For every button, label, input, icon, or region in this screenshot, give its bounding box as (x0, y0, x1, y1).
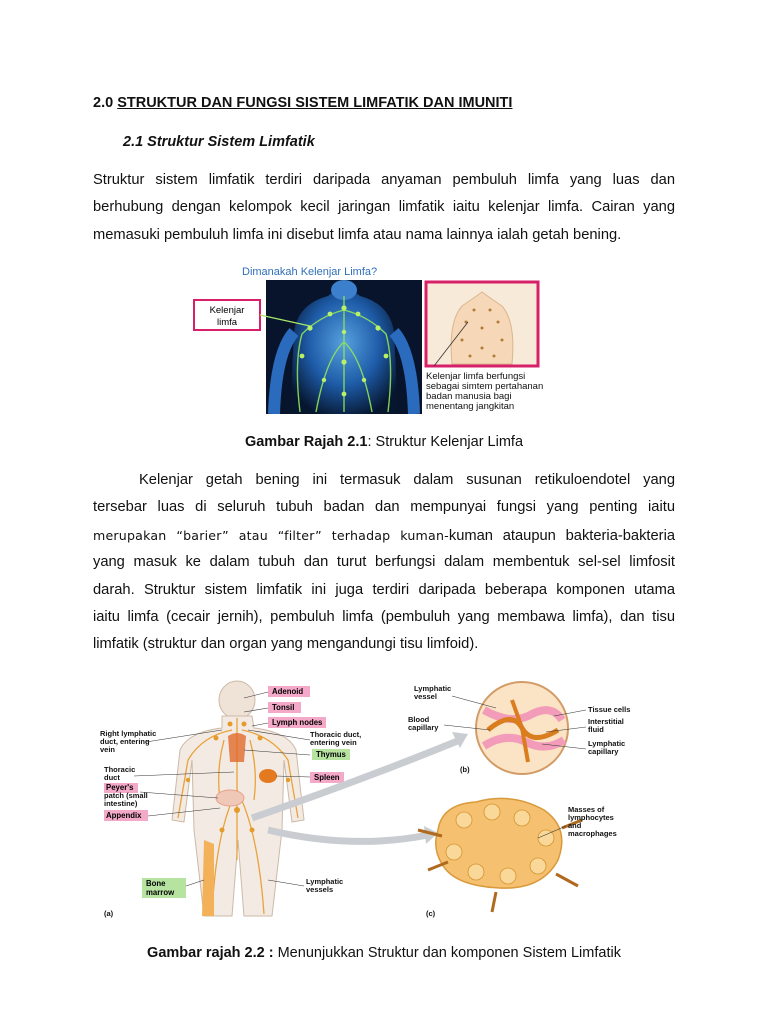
label-right-lymphatic: Right lymphatic (100, 729, 157, 738)
label-right-lymphatic: duct, entering (100, 737, 150, 746)
label-b-blood-capillary: capillary (408, 723, 439, 732)
figure-1-caption (0, 434, 768, 450)
panel-b-label: (b) (460, 765, 470, 774)
label-lymph-nodes: Lymph nodes (272, 718, 323, 727)
caption-text: : Struktur Kelenjar Limfa (367, 434, 524, 450)
figure-lymph-nodes (190, 262, 580, 414)
paragraph-1 (93, 167, 675, 249)
paragraph-line (93, 522, 675, 549)
spleen-organ (259, 769, 277, 783)
label-appendix: Appendix (106, 811, 142, 820)
label-peyers-rest: patch (small (104, 791, 148, 800)
side-note-line: menentang jangkitan (426, 401, 515, 412)
label-right-lymphatic: vein (100, 745, 116, 754)
label-lymphatic-vessels: Lymphatic (306, 877, 344, 886)
label-b-lymphatic-vessel: Lymphatic (414, 684, 452, 693)
figure-1-title: Dimanakah Kelenjar Limfa? (242, 266, 378, 278)
panel-a-label: (a) (104, 909, 114, 918)
section-number: 2.0 (93, 95, 114, 111)
label-c-masses: Masses of (568, 805, 605, 814)
normal-text: kuman ataupun bakteria-bakteria (448, 527, 676, 544)
paragraph-line: tersebar luas di seluruh tubuh badan dan mempunyai fungsi yang penting iaitu (93, 499, 675, 516)
label-peyers-rest: intestine) (104, 799, 138, 808)
paragraph-line: Kelenjar getah bening ini termasuk dalam susunan retikuloendotel yang (139, 472, 675, 488)
label-spleen: Spleen (314, 773, 340, 782)
paragraph-2 (93, 467, 675, 659)
paragraph-line: limfatik (struktur dan organ yang mengandungi tisu limfoid). (93, 636, 479, 653)
figure-lymphatic-system (92, 680, 652, 920)
mono-text: merupakan “barier” atau “filter” terhadap kuman- (93, 527, 449, 543)
label-box-text: limfa (216, 317, 238, 328)
section-heading (93, 95, 512, 111)
label-b-blood-capillary: Blood (408, 715, 430, 724)
label-thoracic: Thoracic (104, 765, 136, 774)
panel-c-label: (c) (426, 909, 436, 918)
label-thoracic-duct: entering vein (310, 738, 357, 747)
subsection-heading: 2.1 Struktur Sistem Limfatik (123, 134, 315, 150)
intestine (216, 790, 244, 806)
label-c-masses: lymphocytes (568, 813, 614, 822)
label-thoracic: duct (104, 773, 120, 782)
label-peyers: Peyer's (106, 783, 134, 792)
paragraph-line: iaitu limfa (cecair jernih), pembuluh limfa (pembuluh yang membawa limfa), dan tisu (93, 608, 675, 625)
label-tonsil: Tonsil (272, 703, 295, 712)
label-b-lymphatic-vessel: vessel (414, 692, 437, 701)
caption-text: Menunjukkan Struktur dan komponen Sistem Limfatik (273, 945, 621, 961)
label-b-lymphatic-capillary: Lymphatic (588, 739, 626, 748)
label-b-interstitial: fluid (588, 725, 604, 734)
label-c-masses: macrophages (568, 829, 617, 838)
paragraph-line: yang masuk ke dalam tubuh dan turut berfungsi dalam membentuk sel-sel limfosit (93, 554, 675, 571)
label-b-lymphatic-capillary: capillary (588, 747, 619, 756)
section-title: STRUKTUR DAN FUNGSI SISTEM LIMFATIK DAN IMUNITI (117, 95, 513, 111)
label-b-interstitial: Interstitial (588, 717, 624, 726)
label-c-masses: and (568, 821, 582, 830)
side-note-line: badan manusia bagi (426, 391, 512, 402)
paragraph-line: Struktur sistem limfatik terdiri daripada anyaman pembuluh limfa yang luas dan (93, 172, 675, 188)
label-bone: Bone (146, 879, 166, 888)
side-note-line: sebagai simtem pertahanan (426, 381, 544, 392)
label-lymphatic-vessels: vessels (306, 885, 334, 894)
caption-label: Gambar Rajah 2.1 (244, 434, 368, 450)
thymus-organ (228, 733, 246, 762)
label-adenoid: Adenoid (272, 687, 304, 696)
label-b-tissue-cells: Tissue cells (588, 705, 631, 714)
figure-2-caption (0, 945, 768, 961)
paragraph-line: berhubung dengan kelompok kecil jaringan limfatik iaitu kelenjar limfa. Cairan yang (93, 199, 675, 216)
label-thymus: Thymus (316, 750, 346, 759)
paragraph-line: memasuki pembuluh limfa ini disebut limfa atau nama lainnya ialah getah bening. (93, 226, 622, 243)
label-box-text: Kelenjar (209, 305, 245, 316)
label-thoracic-duct: Thoracic duct, (310, 730, 362, 739)
caption-label: Gambar rajah 2.2 : (147, 945, 274, 961)
side-note-line: Kelenjar limfa berfungsi (426, 371, 526, 382)
paragraph-line: darah. Struktur sistem limfatik ini juga terdiri daripada beberapa komponen utama (93, 581, 675, 598)
panel-b-capillary (476, 682, 568, 774)
bone-marrow-organ (202, 840, 214, 916)
label-marrow: marrow (146, 888, 175, 897)
